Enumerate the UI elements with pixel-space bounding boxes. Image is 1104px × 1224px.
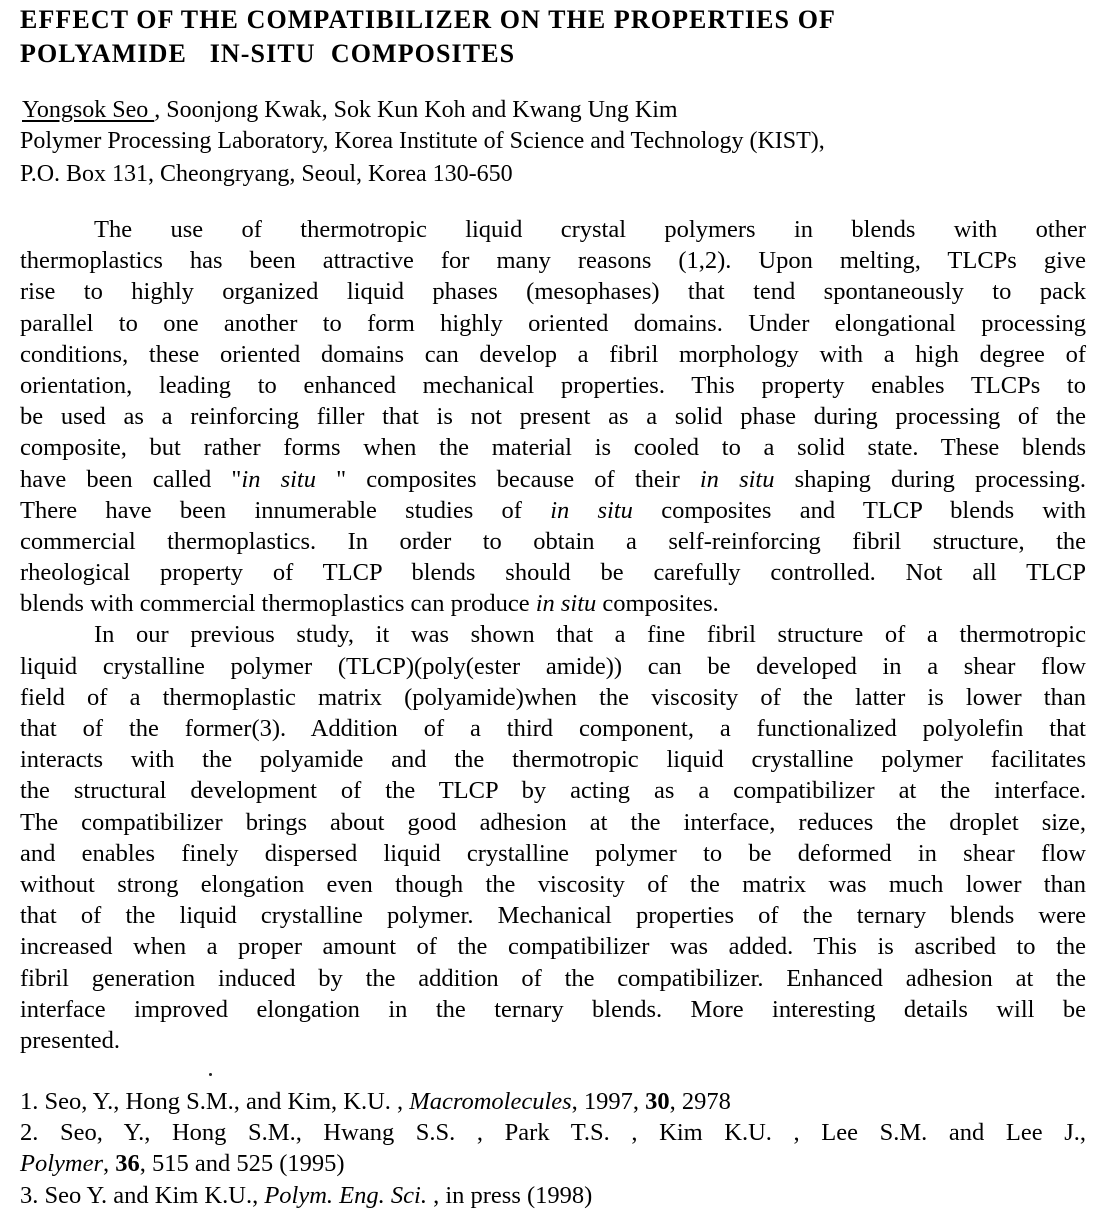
text-run: shaping during processing. <box>774 465 1086 493</box>
italic-term: in situ <box>699 465 775 493</box>
title-line-2: POLYAMIDE IN-SITU COMPOSITES <box>20 39 516 68</box>
abstract-line: field of a thermoplastic matrix (polyamide)when the viscosity of the latter is lower than <box>20 683 1086 711</box>
abstract-line: orientation, leading to enhanced mechanical properties. This property enables TLCPs to <box>20 371 1086 399</box>
abstract-line <box>20 588 1086 619</box>
abstract-line: rheological property of TLCP blends should be carefully controlled. Not all TLCP <box>20 559 1086 587</box>
abstract-line: conditions, these oriented domains can develop a fibril morphology with a high degree of <box>20 340 1086 368</box>
abstract-line: without strong elongation even though the viscosity of the matrix was much lower than <box>20 870 1086 898</box>
paper-title <box>20 3 1086 71</box>
text-run: composites and TLCP blends with <box>632 496 1086 524</box>
text-run: 1. Seo, Y., Hong S.M., and Kim, K.U. , <box>20 1088 410 1115</box>
abstract-line: that of the former(3). Addition of a third component, a functionalized polyolefin that <box>20 715 1086 742</box>
abstract-line: liquid crystalline polymer (TLCP)(poly(ester amide)) can be developed in a shear flow <box>20 652 1086 680</box>
text-run: There have been innumerable studies of <box>20 496 551 524</box>
reference-list <box>20 1086 1086 1211</box>
volume-number: 30 <box>645 1088 670 1115</box>
paper-page <box>20 0 1086 1224</box>
abstract-line <box>20 495 1086 526</box>
title-line-1: EFFECT OF THE COMPATIBILIZER ON THE PROPERTIES OF <box>20 5 837 34</box>
abstract-line: presented. <box>20 1026 120 1054</box>
abstract-line: parallel to one another to form highly oriented domains. Under elongational processing <box>20 309 1086 337</box>
volume-number: 36 <box>115 1150 140 1178</box>
journal-name: Polym. Eng. Sci. <box>264 1181 427 1209</box>
text-run: , 2978 <box>669 1088 731 1115</box>
abstract-line: be used as a reinforcing filler that is not present as a solid phase during processing of the <box>20 403 1086 431</box>
abstract-line: composite, but rather forms when the material is cooled to a solid state. These blends <box>20 434 1086 462</box>
text-run: , in press (1998) <box>426 1181 593 1209</box>
reference-item: 2. Seo, Y., Hong S.M., Hwang S.S. , Park T.S. , Kim K.U. , Lee S.M. and Lee J., <box>20 1119 1086 1147</box>
abstract-line: In our previous study, it was shown that a fine fibril structure of a thermotropic <box>94 621 1086 649</box>
journal-name: Polymer <box>20 1150 103 1178</box>
abstract-line: The compatibilizer brings about good adhesion at the interface, reduces the droplet size, <box>20 808 1086 836</box>
abstract-line <box>20 464 1086 495</box>
italic-term: in situ <box>550 496 633 524</box>
italic-term: in situ <box>535 590 597 618</box>
stray-dot-mark <box>209 1073 212 1076</box>
abstract-line: that of the liquid crystalline polymer. Mechanical properties of the ternary blends were <box>20 902 1086 930</box>
affiliation-line-1: Polymer Processing Laboratory, Korea Institute of Science and Technology (KIST), <box>20 128 825 154</box>
text-run: blends with commercial thermoplastics can produce <box>20 590 536 618</box>
text-run: , 515 and 525 (1995) <box>139 1150 345 1178</box>
italic-term: in situ <box>241 465 316 493</box>
reference-item-continuation <box>20 1148 1086 1179</box>
co-authors: , Soonjong Kwak, Sok Kun Koh and Kwang Ung Kim <box>154 97 678 123</box>
text-run: have been called " <box>20 465 242 493</box>
abstract-line: interacts with the polyamide and the thermotropic liquid crystalline polymer facilitates <box>20 746 1086 774</box>
reference-item <box>20 1180 1086 1211</box>
text-run: , <box>103 1150 116 1178</box>
abstract-line: and enables finely dispersed liquid crystalline polymer to be deformed in shear flow <box>20 839 1086 867</box>
affiliation-line-2: P.O. Box 131, Cheongryang, Seoul, Korea 130-650 <box>20 161 513 187</box>
abstract-line: The use of thermotropic liquid crystal polymers in blends with other <box>94 216 1086 243</box>
abstract-line: rise to highly organized liquid phases (mesophases) that tend spontaneously to pack <box>20 278 1086 306</box>
text-run: 3. Seo Y. and Kim K.U., <box>20 1181 265 1209</box>
abstract-line: fibril generation induced by the addition of the compatibilizer. Enhanced adhesion at the <box>20 964 1086 992</box>
reference-item <box>20 1086 1086 1117</box>
presenting-author: Yongsok Seo <box>22 97 155 123</box>
text-run: , 1997, <box>571 1088 646 1115</box>
text-run: composites. <box>596 590 719 618</box>
abstract-line: the structural development of the TLCP by acting as a compatibilizer at the interface. <box>20 777 1086 805</box>
abstract-line: interface improved elongation in the ternary blends. More interesting details will be <box>20 995 1086 1023</box>
abstract-body <box>20 214 1086 1056</box>
abstract-line: thermoplastics has been attractive for many reasons (1,2). Upon melting, TLCPs give <box>20 247 1086 275</box>
author-list <box>22 94 678 126</box>
text-run: " composites because of their <box>315 465 700 493</box>
journal-name: Macromolecules <box>409 1088 572 1115</box>
abstract-line: commercial thermoplastics. In order to obtain a self-reinforcing fibril structure, the <box>20 527 1086 555</box>
abstract-line: increased when a proper amount of the compatibilizer was added. This is ascribed to the <box>20 933 1086 961</box>
